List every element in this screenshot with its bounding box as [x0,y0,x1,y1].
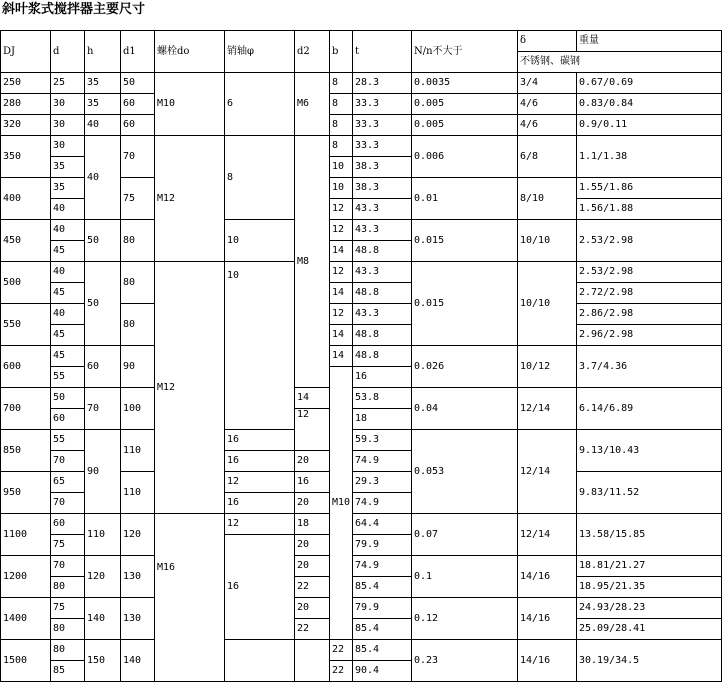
cell-weight: 18.81/21.27 [577,556,722,577]
cell-h: 35 [85,94,121,115]
cell-nn: 0.0035 [412,73,518,94]
cell-nn: 0.12 [412,598,518,640]
cell-delta: 14/16 [518,598,577,640]
cell-b: 22 [330,640,353,661]
cell-dj: 1200 [1,556,51,598]
cell-d: 35 [51,157,85,178]
cell-pin: 12 [225,514,295,535]
header-nn: N/n不大于 [412,31,518,73]
cell-h: 60 [85,346,121,388]
cell-d: 70 [51,451,85,472]
cell-d: 30 [51,136,85,157]
cell-t: 33.3 [353,94,412,115]
cell-pin: 16 [225,493,295,514]
cell-delta: 6/8 [518,136,577,178]
cell-d1: 80 [121,304,155,346]
table-row [1,640,722,661]
cell-d: 85 [51,661,85,682]
cell-weight: 1.1/1.38 [577,136,722,178]
cell-bolt: M10 [155,73,225,136]
cell-d: 45 [51,241,85,262]
cell-h: 90 [85,430,121,514]
cell-h: 120 [85,556,121,598]
cell-nn: 0.015 [412,220,518,262]
table-row [1,94,722,115]
cell-weight: 2.72/2.98 [577,283,722,304]
cell-d1: 80 [121,220,155,262]
cell-d1: 90 [121,346,155,388]
cell-d: 60 [51,514,85,535]
cell-b: 20 [295,535,330,556]
cell-b: 18 [353,409,412,430]
cell-dj: 950 [1,472,51,514]
cell-d: 40 [51,199,85,220]
cell-t: 33.3 [353,136,412,157]
cell-t: 74.9 [353,493,412,514]
cell-b: 14 [330,241,353,262]
cell-dj: 350 [1,136,51,178]
cell-d: 45 [51,346,85,367]
cell-nn: 0.006 [412,136,518,178]
cell-pin: 16 [225,535,295,640]
cell-delta: 10/10 [518,262,577,346]
page-title: 斜叶浆式搅拌器主要尺寸 [2,2,146,17]
cell-weight: 25.09/28.41 [577,619,722,640]
cell-d: 30 [51,94,85,115]
cell-nn: 0.005 [412,115,518,136]
header-bolt: 螺栓do [155,31,225,73]
cell-t: 28.3 [353,73,412,94]
cell-delta: 12/14 [518,430,577,514]
cell-d2: M6 [295,73,330,136]
header-t: t [353,31,412,73]
cell-nn: 0.005 [412,94,518,115]
cell-h: 40 [85,115,121,136]
cell-weight: 0.83/0.84 [577,94,722,115]
cell-delta: 8/10 [518,178,577,220]
cell-weight: 1.56/1.88 [577,199,722,220]
cell-weight: 18.95/21.35 [577,577,722,598]
table-row [1,136,722,157]
cell-d1: 60 [121,94,155,115]
cell-t: 79.9 [353,598,412,619]
cell-b: 8 [330,73,353,94]
cell-d2-empty [295,640,330,682]
cell-pin: 12 [295,409,330,451]
cell-d1: 50 [121,73,155,94]
cell-d: 45 [51,325,85,346]
cell-d2: M10 [330,367,353,640]
cell-pin: 12 [225,472,295,493]
header-delta-sub: 不锈钢、碳钢 [518,52,722,73]
cell-t: 79.9 [353,535,412,556]
table-row [1,220,722,241]
cell-delta: 10/10 [518,220,577,262]
cell-nn: 0.026 [412,346,518,388]
cell-d1: 60 [121,115,155,136]
cell-d: 40 [51,262,85,283]
cell-b: 20 [295,556,330,577]
header-d2: d2 [295,31,330,73]
cell-dj: 250 [1,73,51,94]
cell-t: 48.8 [353,346,412,367]
cell-dj: 850 [1,430,51,472]
cell-pin: 10 [225,220,295,262]
cell-pin-empty [225,640,295,682]
cell-d1: 110 [121,472,155,514]
cell-d: 70 [51,556,85,577]
cell-delta: 14/16 [518,556,577,598]
cell-pin: 6 [225,73,295,136]
cell-d1: 120 [121,514,155,556]
cell-dj: 1100 [1,514,51,556]
cell-weight: 2.86/2.98 [577,304,722,325]
cell-t: 85.4 [353,577,412,598]
cell-t: 29.3 [353,472,412,493]
cell-dj: 320 [1,115,51,136]
cell-weight: 24.93/28.23 [577,598,722,619]
cell-pin: 10 [225,262,295,430]
cell-weight: 2.96/2.98 [577,325,722,346]
table-row [1,598,722,619]
cell-d: 75 [51,535,85,556]
table-row [1,430,722,451]
cell-weight: 3.7/4.36 [577,346,722,388]
cell-nn: 0.053 [412,430,518,514]
cell-d2: M8 [295,136,330,388]
cell-delta: 10/12 [518,346,577,388]
cell-d1: 140 [121,640,155,682]
cell-t: 48.8 [353,325,412,346]
cell-nn: 0.23 [412,640,518,682]
cell-d1: 110 [121,430,155,472]
cell-weight: 13.58/15.85 [577,514,722,556]
cell-h: 35 [85,73,121,94]
cell-t: 74.9 [353,556,412,577]
table-row [1,262,722,283]
cell-d1: 130 [121,598,155,640]
cell-d: 40 [51,220,85,241]
cell-delta: 12/14 [518,514,577,556]
cell-t: 38.3 [353,178,412,199]
cell-d: 80 [51,577,85,598]
cell-d1: 75 [121,178,155,220]
cell-bolt: M12 [155,262,225,514]
cell-t: 48.8 [353,283,412,304]
cell-d: 45 [51,283,85,304]
cell-d: 70 [51,493,85,514]
cell-dj: 400 [1,178,51,220]
header-delta: δ [518,31,577,52]
cell-dj: 600 [1,346,51,388]
cell-h: 40 [85,136,121,220]
cell-dj: 700 [1,388,51,430]
header-row [1,31,722,52]
cell-b: 14 [295,388,330,409]
cell-t: 38.3 [353,157,412,178]
cell-weight: 0.9/0.11 [577,115,722,136]
cell-weight: 0.67/0.69 [577,73,722,94]
header-d: d [51,31,85,73]
cell-t: 43.3 [353,220,412,241]
cell-nn: 0.04 [412,388,518,430]
cell-t: 90.4 [353,661,412,682]
cell-t: 53.8 [353,388,412,409]
cell-pin: 16 [225,451,295,472]
cell-b: 8 [330,115,353,136]
cell-b: 18 [295,514,330,535]
cell-b: 14 [330,346,353,367]
cell-d: 60 [51,409,85,430]
cell-d: 80 [51,640,85,661]
cell-b: 12 [330,304,353,325]
header-dj: DJ [1,31,51,73]
cell-dj: 280 [1,94,51,115]
cell-t: 48.8 [353,241,412,262]
cell-weight: 6.14/6.89 [577,388,722,430]
cell-delta: 14/16 [518,640,577,682]
cell-bolt: M12 [155,136,225,262]
cell-d1: 130 [121,556,155,598]
cell-d1: 80 [121,262,155,304]
dimension-table [0,30,722,682]
cell-nn: 0.1 [412,556,518,598]
cell-h: 70 [85,388,121,430]
cell-d: 35 [51,178,85,199]
cell-b: 8 [330,136,353,157]
cell-d: 50 [51,388,85,409]
cell-b: 12 [330,262,353,283]
cell-delta: 4/6 [518,94,577,115]
cell-nn: 0.01 [412,178,518,220]
header-h: h [85,31,121,73]
cell-b: 22 [295,619,330,640]
cell-bolt: M16 [155,514,225,682]
header-weight: 重量 [577,31,722,52]
cell-nn: 0.015 [412,262,518,346]
cell-t: 33.3 [353,115,412,136]
cell-h: 50 [85,220,121,262]
cell-weight: 30.19/34.5 [577,640,722,682]
cell-d: 80 [51,619,85,640]
cell-weight: 1.55/1.86 [577,178,722,199]
cell-delta: 12/14 [518,388,577,430]
cell-h: 110 [85,514,121,556]
cell-d1: 100 [121,388,155,430]
cell-delta: 3/4 [518,73,577,94]
cell-b: 10 [330,178,353,199]
table-row [1,388,722,409]
cell-h: 50 [85,262,121,346]
cell-t: 43.3 [353,304,412,325]
cell-b: 16 [353,367,412,388]
header-d1: d1 [121,31,155,73]
cell-weight: 2.53/2.98 [577,262,722,283]
cell-b: 16 [295,472,330,493]
cell-t: 74.9 [353,451,412,472]
cell-delta: 4/6 [518,115,577,136]
cell-b: 20 [295,598,330,619]
cell-dj: 450 [1,220,51,262]
cell-t: 64.4 [353,514,412,535]
cell-b: 8 [330,94,353,115]
cell-d: 65 [51,472,85,493]
cell-b: 14 [330,325,353,346]
cell-h: 140 [85,598,121,640]
cell-t: 43.3 [353,262,412,283]
cell-b: 14 [330,283,353,304]
cell-b: 20 [295,493,330,514]
table-row [1,514,722,535]
cell-d: 55 [51,430,85,451]
cell-b: 12 [330,220,353,241]
cell-t: 59.3 [353,430,412,451]
cell-t: 43.3 [353,199,412,220]
header-pin: 销轴φ [225,31,295,73]
cell-d1: 70 [121,136,155,178]
table-row [1,73,722,94]
cell-d: 40 [51,304,85,325]
cell-dj: 500 [1,262,51,304]
cell-dj: 550 [1,304,51,346]
cell-dj: 1400 [1,598,51,640]
cell-d: 30 [51,115,85,136]
cell-b: 22 [295,577,330,598]
cell-b: 16 [225,430,295,451]
cell-b: 12 [330,199,353,220]
cell-dj: 1500 [1,640,51,682]
cell-t: 85.4 [353,619,412,640]
table-row [1,556,722,577]
cell-b: 22 [330,661,353,682]
table-row [1,346,722,367]
cell-pin: 8 [225,136,295,220]
cell-d: 75 [51,598,85,619]
cell-weight: 9.13/10.43 [577,430,722,472]
cell-d: 55 [51,367,85,388]
table-row [1,115,722,136]
cell-b: 10 [330,157,353,178]
cell-weight: 2.53/2.98 [577,220,722,262]
cell-t: 85.4 [353,640,412,661]
cell-nn: 0.07 [412,514,518,556]
cell-h: 150 [85,640,121,682]
cell-b: 20 [295,451,330,472]
cell-weight: 9.83/11.52 [577,472,722,514]
header-b: b [330,31,353,73]
cell-d: 25 [51,73,85,94]
